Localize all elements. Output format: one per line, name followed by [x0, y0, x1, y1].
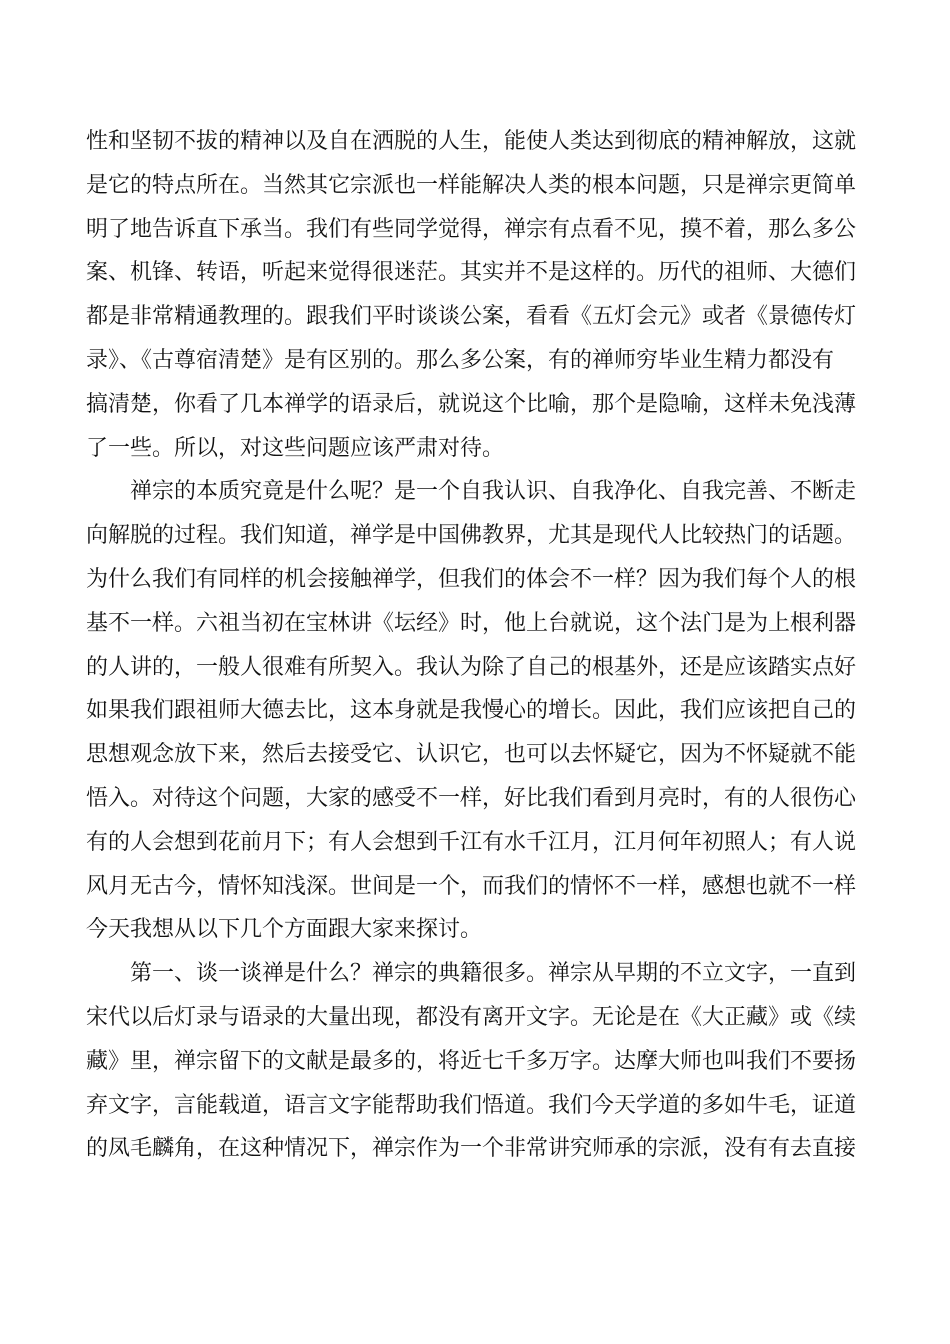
text-line: 风月无古今，情怀知浅深。世间是一个，而我们的情怀不一样，感想也就不一样: [86, 873, 857, 899]
text-line: 思想观念放下来，然后去接受它、认识它，也可以去怀疑它，因为不怀疑就不能: [86, 742, 857, 768]
text-line: 都是非常精通教理的。跟我们平时谈谈公案，看看《五灯会元》或者《景德传灯: [86, 304, 857, 330]
text-line: 的凤毛麟角，在这种情况下，禅宗作为一个非常讲究师承的宗派，没有有去直接: [86, 1136, 857, 1162]
text-line: 弃文字，言能载道，语言文字能帮助我们悟道。我们今天学道的多如牛毛，证道: [86, 1092, 857, 1118]
text-line: 宋代以后灯录与语录的大量出现，都没有离开文字。无论是在《大正藏》或《续: [86, 1004, 857, 1030]
text-line: 明了地告诉直下承当。我们有些同学觉得，禅宗有点看不见，摸不着，那么多公: [86, 216, 857, 242]
text-line: 性和坚韧不拔的精神以及自在洒脱的人生，能使人类达到彻底的精神解放，这就: [86, 129, 857, 154]
text-line: 的人讲的，一般人很难有所契入。我认为除了自己的根基外，还是应该踏实点好: [86, 654, 857, 680]
text-line: 为什么我们有同样的机会接触禅学，但我们的体会不一样？因为我们每个人的根: [86, 566, 857, 592]
text-line: 第一、谈一谈禅是什么？禅宗的典籍很多。禅宗从早期的不立文字，一直到: [86, 961, 857, 987]
text-line: 录》、《古尊宿清楚》是有区别的。那么多公案，有的禅师穷毕业生精力都没有: [86, 347, 835, 373]
text-line: 基不一样。六祖当初在宝林讲《坛经》时，他上台就说，这个法门是为上根利器: [86, 610, 857, 636]
text-line: 有的人会想到花前月下；有人会想到千江有水千江月，江月何年初照人；有人说: [86, 829, 857, 855]
text-line: 今天我想从以下几个方面跟大家来探讨。: [86, 917, 483, 943]
text-line: 向解脱的过程。我们知道，禅学是中国佛教界，尤其是现代人比较热门的话题。: [86, 523, 857, 549]
text-line: 如果我们跟祖师大德去比，这本身就是我慢心的增长。因此，我们应该把自己的: [86, 698, 857, 724]
text-line: 了一些。所以，对这些问题应该严肃对待。: [86, 435, 505, 461]
text-line: 禅宗的本质究竟是什么呢？是一个自我认识、自我净化、自我完善、不断走: [86, 479, 857, 505]
text-line: 悟入。对待这个问题，大家的感受不一样，好比我们看到月亮时，有的人很伤心: [86, 785, 857, 811]
text-line: 案、机锋、转语，听起来觉得很迷茫。其实并不是这样的。历代的祖师、大德们: [86, 260, 857, 286]
body-text: [86, 120, 886, 1171]
text-line: 藏》里，禅宗留下的文献是最多的，将近七千多万字。达摩大师也叫我们不要扬: [86, 1048, 857, 1074]
text-line: 搞清楚，你看了几本禅学的语录后，就说这个比喻，那个是隐喻，这样未免浅薄: [86, 391, 857, 417]
text-line: 是它的特点所在。当然其它宗派也一样能解决人类的根本问题，只是禅宗更简单: [86, 172, 857, 198]
